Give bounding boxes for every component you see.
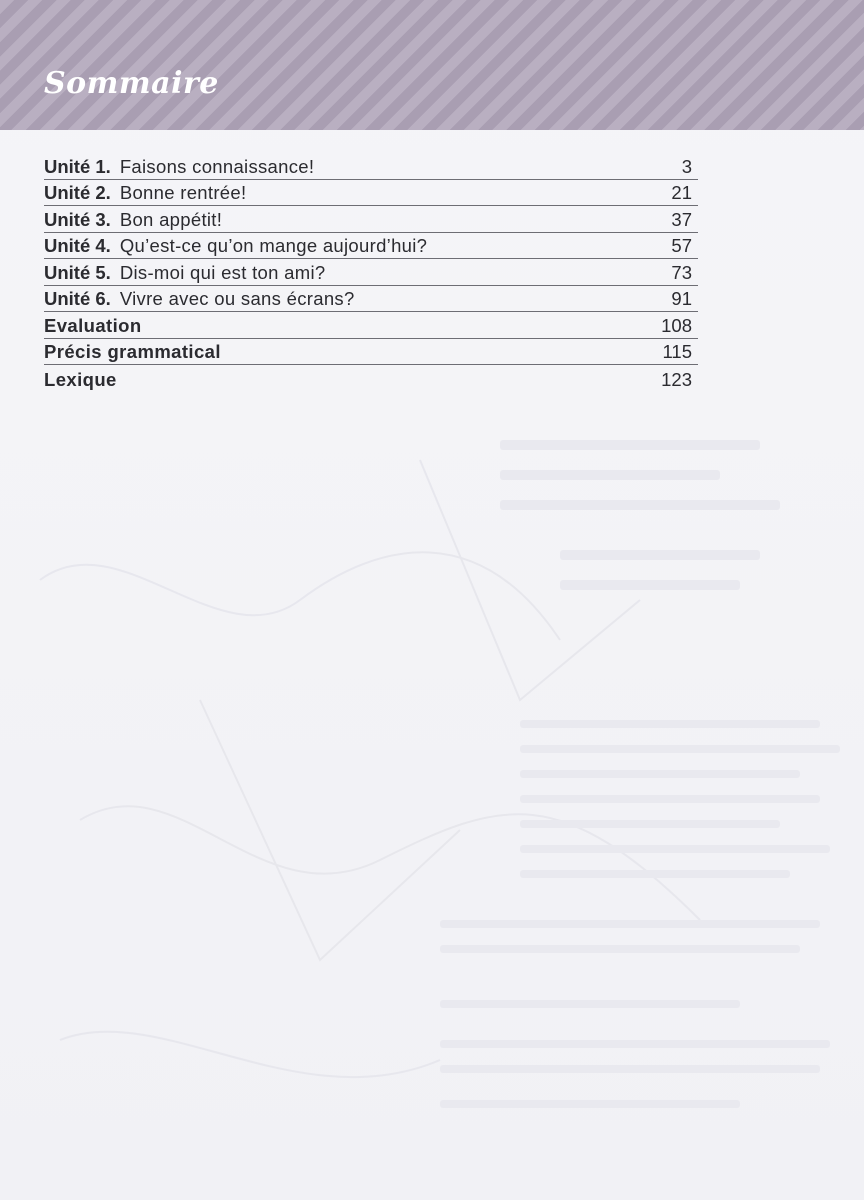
unit-title: Bon appétit! xyxy=(119,208,223,230)
toc-row-unit-2[interactable] xyxy=(44,180,698,207)
unit-title: Qu’est-ce qu’on mange aujourd’hui? xyxy=(119,235,428,256)
toc-row-unit-5[interactable] xyxy=(44,259,698,286)
page-number: 123 xyxy=(661,368,692,390)
unit-number: Unité 1. xyxy=(44,155,111,177)
page-number: 3 xyxy=(681,155,692,177)
header-band xyxy=(0,0,864,130)
page-number: 37 xyxy=(671,208,692,230)
section-title: Evaluation xyxy=(44,314,142,336)
section-title: Lexique xyxy=(44,368,117,390)
section-title: Précis grammatical xyxy=(44,341,221,362)
toc-row-unit-3[interactable] xyxy=(44,206,698,233)
toc-row-precis-grammatical[interactable] xyxy=(44,339,698,366)
unit-number: Unité 2. xyxy=(44,182,111,203)
unit-number: Unité 6. xyxy=(44,288,111,309)
unit-number: Unité 3. xyxy=(44,208,111,230)
unit-number: Unité 4. xyxy=(44,235,111,256)
unit-title: Vivre avec ou sans écrans? xyxy=(119,288,355,309)
page-title: Sommaire xyxy=(44,66,219,101)
toc-row-lexique[interactable] xyxy=(44,365,698,392)
page-number: 73 xyxy=(671,261,692,283)
page-number: 115 xyxy=(662,341,692,362)
page-number: 21 xyxy=(671,182,692,203)
page-number: 91 xyxy=(671,288,692,309)
toc-row-unit-1[interactable] xyxy=(44,153,698,180)
toc-row-unit-4[interactable] xyxy=(44,233,698,260)
toc-row-unit-6[interactable] xyxy=(44,286,698,313)
page-number: 108 xyxy=(661,314,692,336)
unit-title: Bonne rentrée! xyxy=(119,182,247,203)
page-number: 57 xyxy=(671,235,692,256)
background-watermark xyxy=(0,400,864,1200)
table-of-contents xyxy=(44,153,698,392)
unit-number: Unité 5. xyxy=(44,261,111,283)
unit-title: Faisons connaissance! xyxy=(119,155,315,177)
toc-row-evaluation[interactable] xyxy=(44,312,698,339)
unit-title: Dis-moi qui est ton ami? xyxy=(119,261,326,283)
